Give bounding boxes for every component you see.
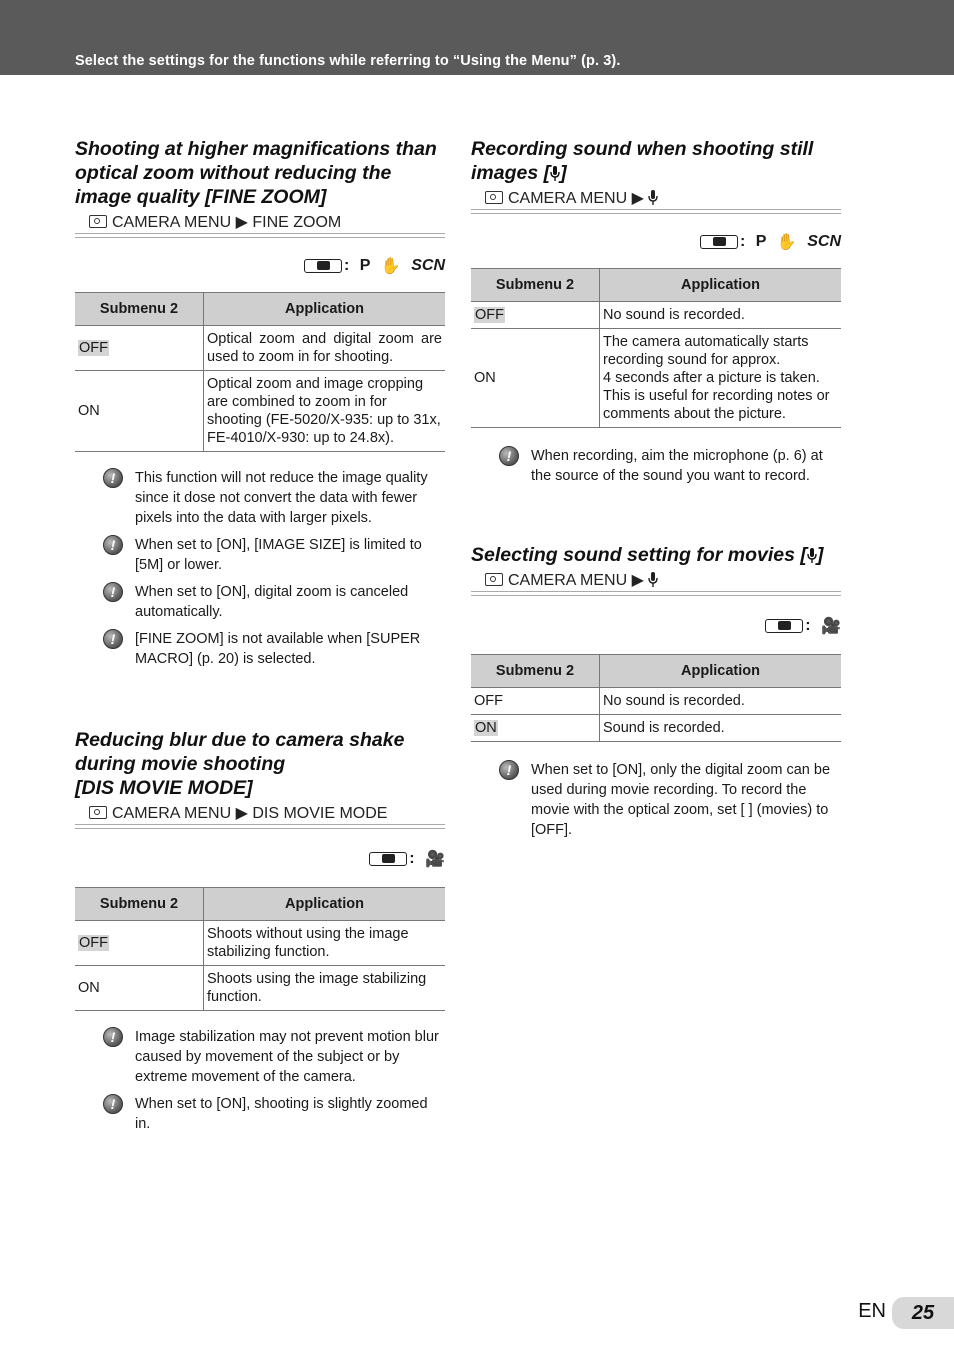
arrow-right-icon: ▶ [631,190,644,207]
dis-movie-table: Submenu 2 Application OFF Shoots without using the image stabilizing function. ON Shoots using the image stabilizing function. [75,887,445,1011]
table-row: ON Optical zoom and image cropping are combined to zoom in for shooting (FE-5020/X-935: up to 31x, FE-4010/X-930: up to 24.8x). [75,371,445,452]
shooting-mode-icon [765,619,803,633]
fine-zoom-menu-path: CAMERA MENU ▶ FINE ZOOM [75,213,445,234]
sound-movie-modes: : 🎥 [471,616,841,638]
note-item: ! Image stabilization may not prevent motion blur caused by movement of the subject or by extreme movement of the camera. [103,1027,445,1087]
note-item: ! This function will not reduce the image quality since it dose not convert the data with fewer pixels into the data with larger pixels. [103,468,445,528]
fine-zoom-modes: : P ✋ SCN [75,256,445,278]
caution-icon [103,582,123,602]
section-sound-movie [471,543,841,847]
section-fine-zoom [75,137,445,676]
rec-still-notes [471,446,841,486]
sound-movie-table: Submenu 2 Application OFF No sound is recorded. ON Sound is recorded. [471,654,841,742]
microphone-icon [550,166,560,181]
top-banner [0,0,954,75]
microphone-icon [807,548,817,563]
table-row: OFF Optical zoom and digital zoom are used to zoom in for shooting. [75,326,445,371]
table-row: OFF No sound is recorded. [471,302,841,329]
table-row: ON Shoots using the image stabilizing function. [75,966,445,1011]
caution-icon [499,446,519,466]
note-item: ! When set to [ON], [IMAGE SIZE] is limited to [5M] or lower. [103,535,445,575]
caution-icon [103,535,123,555]
movie-mode-icon: 🎥 [425,851,445,868]
note-item: ! When set to [ON], digital zoom is canceled automatically. [103,582,445,622]
caution-icon [103,629,123,649]
rec-still-menu-path: CAMERA MENU ▶ [471,189,841,210]
fine-zoom-table: Submenu 2 Application OFF Optical zoom and digital zoom are used to zoom in for shooting. ON Optical zoom and image cropping are combined to zoom in for shooting (FE-5020/X-935: up to 31x, FE-4010/X-930: up to 24.8x). [75,292,445,452]
caution-icon [103,468,123,488]
sound-movie-menu-path: CAMERA MENU ▶ [471,571,841,592]
dis-movie-modes: : 🎥 [75,849,445,871]
section-rec-still [471,137,841,493]
fine-zoom-notes [75,468,445,669]
language-label: EN [858,1300,886,1322]
page-footer [794,1297,954,1329]
caution-icon [499,760,519,780]
caution-icon [103,1094,123,1114]
note-item: ! When set to [ON], only the digital zoom can be used during movie recording. To record the movie with the optical zoom, set [ ] (movies) to [OFF]. [499,760,841,840]
microphone-icon [648,190,658,205]
rec-still-modes: : P ✋ SCN [471,232,841,254]
table-row: OFF Shoots without using the image stabilizing function. [75,921,445,966]
rec-still-title: Recording sound when shooting still images [ ] [471,138,814,184]
table-row: ON The camera automatically starts recording sound for approx. 4 seconds after a picture is taken. This is useful for recording notes or comments about the picture. [471,329,841,428]
digital-image-stabilization-icon: ✋ [380,258,401,275]
table-row: OFF No sound is recorded. [471,688,841,715]
scene-mode-label: SCN [807,233,841,250]
arrow-right-icon: ▶ [235,805,248,822]
fine-zoom-title: Shooting at higher magnifications than optical zoom without reducing the image quality [FINE ZOOM] [75,138,437,208]
rec-still-table: Submenu 2 Application OFF No sound is recorded. ON The camera automatically starts recording sound for approx. 4 seconds after a picture is taken. This is useful for recording notes or comments about the picture. [471,268,841,428]
section-dis-movie [75,728,445,1141]
sound-movie-notes [471,760,841,840]
program-mode-label: P [755,233,767,250]
digital-image-stabilization-icon: ✋ [776,234,797,251]
table-row: ON Sound is recorded. [471,715,841,742]
note-item: ! [FINE ZOOM] is not available when [SUPER MACRO] (p. 20) is selected. [103,629,445,669]
header-instruction: Select the settings for the functions while referring to “Using the Menu” (p. 3). [75,53,621,69]
arrow-right-icon: ▶ [235,214,248,231]
program-mode-label: P [359,257,371,274]
note-item: ! When set to [ON], shooting is slightly zoomed in. [103,1094,445,1134]
shooting-mode-icon [369,852,407,866]
shooting-mode-icon [700,235,738,249]
sound-movie-title: Selecting sound setting for movies [ ] [471,544,824,566]
camera-menu-icon [89,806,107,819]
dis-movie-title: Reducing blur due to camera shake during movie shooting [DIS MOVIE MODE] [75,729,405,799]
movie-mode-icon: 🎥 [821,618,841,635]
scene-mode-label: SCN [411,257,445,274]
camera-menu-icon [485,573,503,586]
microphone-icon [648,572,658,587]
camera-menu-icon [89,215,107,228]
camera-menu-icon [485,191,503,204]
dis-movie-notes [75,1027,445,1134]
page-number: 25 [892,1297,954,1329]
note-item: ! When recording, aim the microphone (p. 6) at the source of the sound you want to record. [499,446,841,486]
dis-movie-menu-path: CAMERA MENU ▶ DIS MOVIE MODE [75,804,445,825]
shooting-mode-icon [304,259,342,273]
arrow-right-icon: ▶ [631,572,644,589]
caution-icon [103,1027,123,1047]
